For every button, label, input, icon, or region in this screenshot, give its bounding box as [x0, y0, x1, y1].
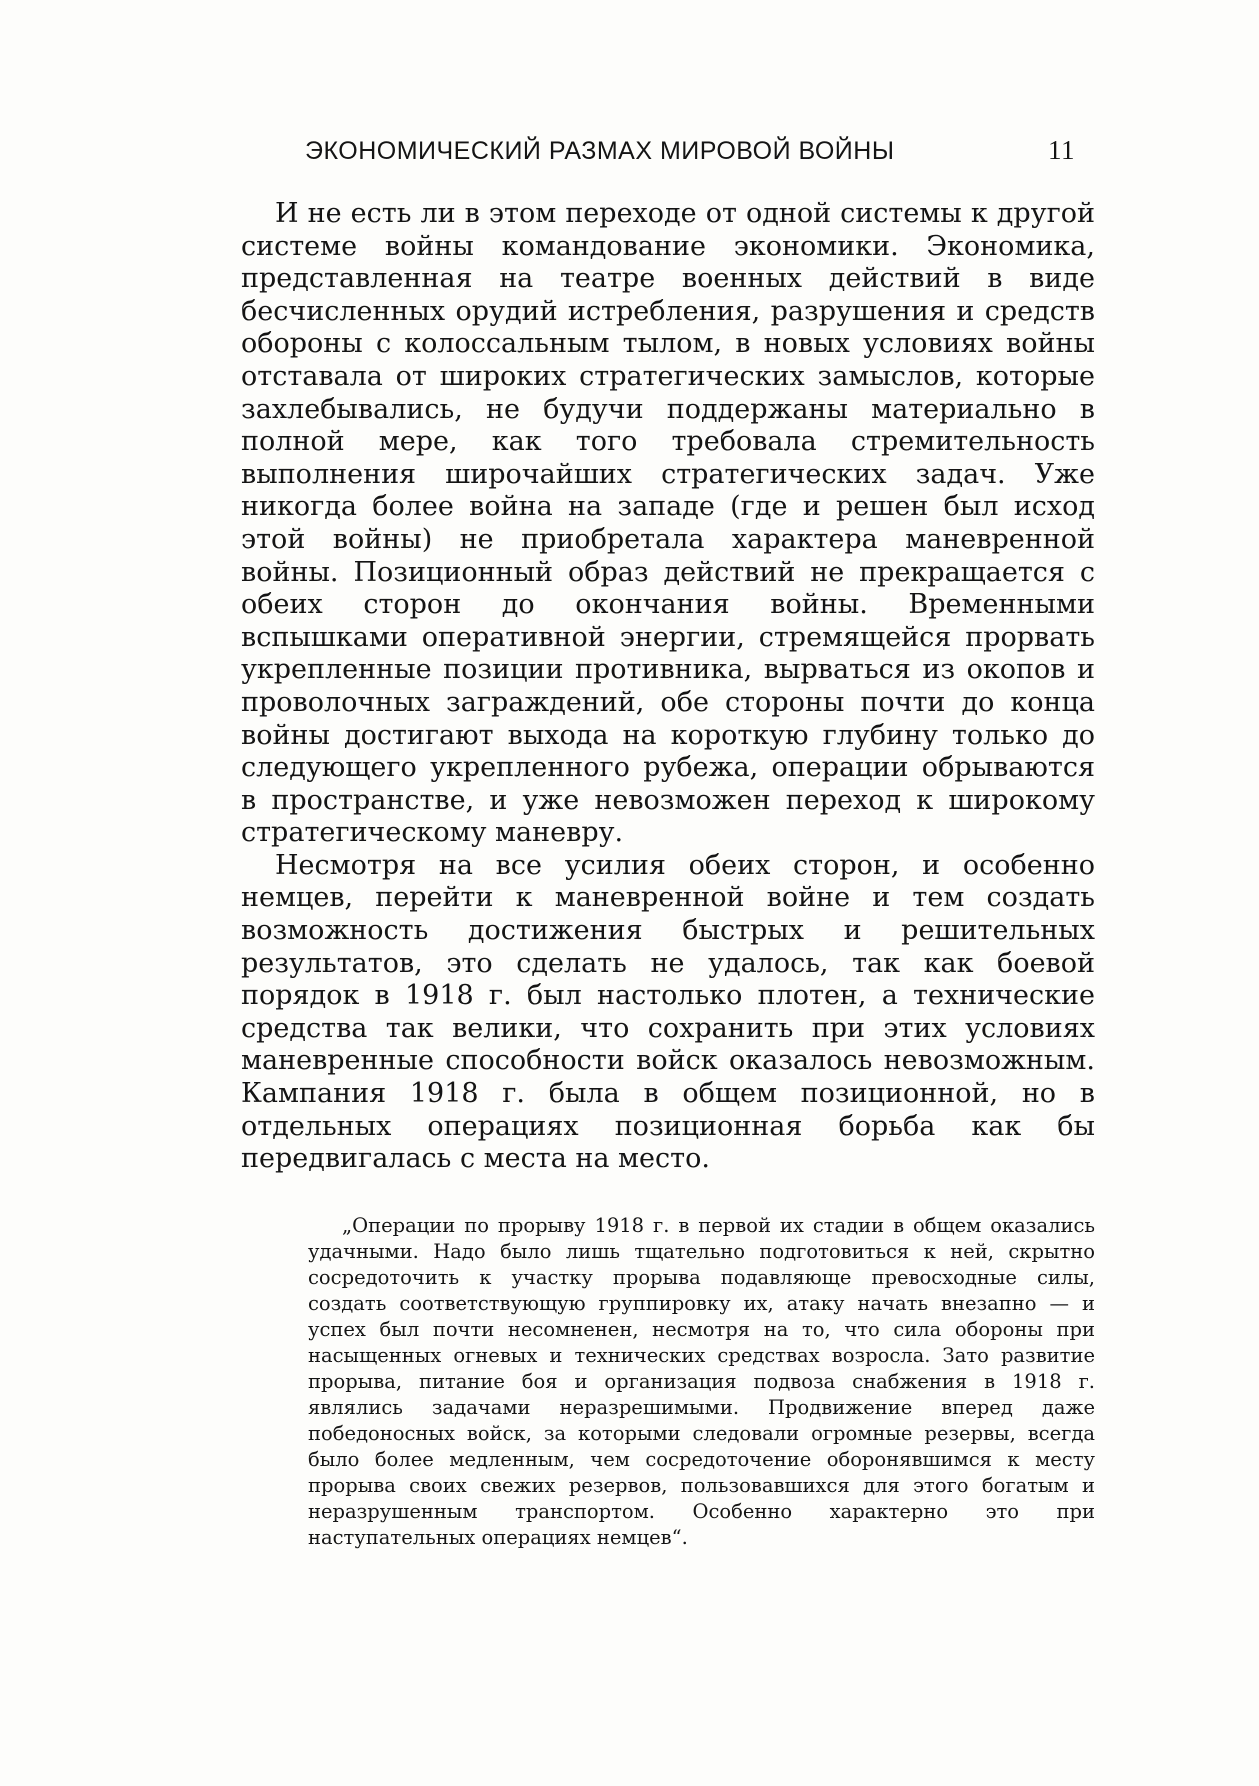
body-paragraph: И не есть ли в этом переходе от одной системы к другой системе войны командование экономики. Экономика, представленная на театре военных действий в виде бесчисленных орудий истребления, разрушения и средств обороны с колоссальным тылом, в новых условиях войны отставала от широких стратегических замыслов, которые захлебывались, не будучи поддержаны материально в полной мере, как того требовала стремительность выполнения широчайших стратегических задач. Уже никогда более война на западе (где и решен был исход этой войны) не приобретала характера маневренной войны. Позиционный образ действий не прекращается с обеих сторон до окончания войны. Временными вспышками оперативной энергии, стремящейся прорвать укрепленные позиции противника, вырваться из окопов и проволочных заграждений, обе стороны почти до конца войны достигают выхода на короткую глубину только до следующего укрепленного рубежа, операции обрываются в пространстве, и уже невозможен переход к широкому стратегическому маневру. — [241, 198, 1095, 849]
page-number: 11 — [1048, 135, 1075, 165]
block-quote — [308, 1213, 1095, 1551]
body-paragraph: Несмотря на все усилия обеих сторон, и особенно немцев, перейти к маневренной войне и тем создать возможность достижения быстрых и решительных результатов, это сделать не удалось, так как боевой порядок в 1918 г. был настолько плотен, а технические средства так велики, что сохранить при этих условиях маневренные способности войск оказалось невозможным. Кампания 1918 г. была в общем позиционной, но в отдельных операциях позиционная борьба как бы передвигалась с места на место. — [241, 849, 1095, 1175]
running-header — [305, 135, 1075, 175]
main-text — [241, 198, 1095, 1176]
quote-text: „Операции по прорыву 1918 г. в первой их стадии в общем оказались удачными. Надо было лишь тщательно подготовиться к ней, скрытно сосредоточить к участку прорыва подавляюще превосходные силы, создать соответствующую группировку их, атаку начать внезапно — и успех был почти несомненен, несмотря на то, что сила обороны при насыщенных огневых и технических средствах возросла. Зато развитие прорыва, питание боя и организация подвоза снабжения в 1918 г. являлись задачами неразрешимыми. Продвижение вперед даже победоносных войск, за которыми следовали огромные резервы, всегда было более медленным, чем сосредоточение оборонявшимся к месту прорыва своих свежих резервов, пользовавшихся для этого богатым и неразрушенным транспортом. Особенно характерно это при наступательных операциях немцев“. — [308, 1214, 1095, 1549]
running-title: ЭКОНОМИЧЕСКИЙ РАЗМАХ МИРОВОЙ ВОЙНЫ — [305, 137, 895, 165]
